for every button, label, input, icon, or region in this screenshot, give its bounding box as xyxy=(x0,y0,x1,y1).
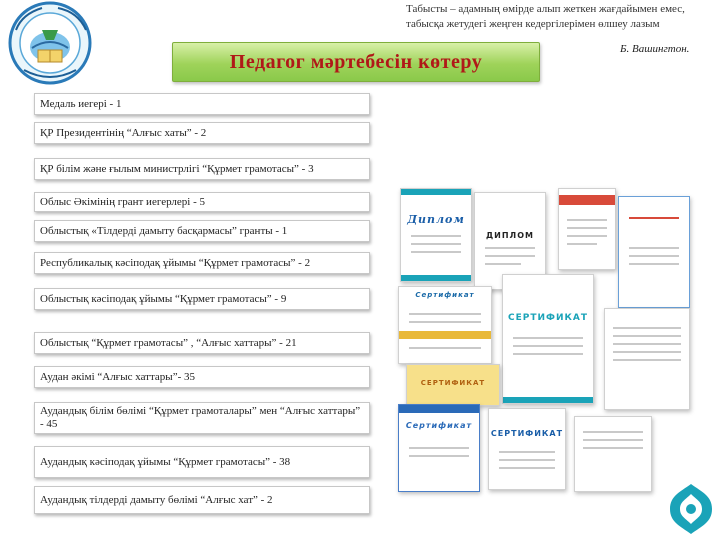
certificate-image-e xyxy=(398,404,480,492)
diploma-a-label: Диплом xyxy=(407,213,465,226)
achievement-item: Аудандық кәсіподақ ұйымы “Құрмет грамотасы” - 38 xyxy=(34,446,370,478)
letter-image-a xyxy=(558,188,616,270)
certificate-image-d xyxy=(406,364,500,406)
school-logo xyxy=(2,0,98,86)
certificate-image-a xyxy=(618,196,690,308)
epigraph-author: Б. Вашингтон. xyxy=(620,43,690,55)
diploma-image-a xyxy=(400,188,472,282)
letter-image-b xyxy=(604,308,690,410)
slide-title: Педагог мәртебесін көтеру xyxy=(172,42,540,82)
certificate-collage xyxy=(392,168,698,490)
cert-a-label: СЕРТИФИКАТ xyxy=(508,313,588,323)
achievement-item: ҚР Президентінің “Алғыс хаты” - 2 xyxy=(34,122,370,144)
achievement-item: Облыс Әкімінің грант иегерлері - 5 xyxy=(34,192,370,212)
ornament-icon xyxy=(666,482,716,536)
achievement-item: Облыстық кәсіподақ ұйымы “Құрмет грамотасы” - 9 xyxy=(34,288,370,310)
letter-image-c xyxy=(574,416,652,492)
cert-e-label: Сертификат xyxy=(405,421,473,430)
achievement-item: ҚР білім және ғылым министрлігі “Құрмет грамотасы” - 3 xyxy=(34,158,370,180)
achievement-item: Аудандық білім бөлімі “Құрмет грамоталары” мен “Алғыс хаттары” - 45 xyxy=(34,402,370,434)
achievement-item: Аудандық тілдерді дамыту бөлімі “Алғыс хат” - 2 xyxy=(34,486,370,514)
epigraph-quote: Табысты – адамның өмірде алып жеткен жағдайымен емес, табысқа жетудегі жеңген кедергілерімен өлшеу лазым xyxy=(406,3,685,30)
achievement-item: Аудан әкімі “Алғыс хаттары”- 35 xyxy=(34,366,370,388)
achievement-item: Республикалық кәсіподақ ұйымы “Құрмет грамотасы” - 2 xyxy=(34,252,370,274)
certificate-image-f xyxy=(488,408,566,490)
certificate-image-b xyxy=(398,286,492,364)
achievement-item: Облыстық «Тілдерді дамыту басқармасы” гранты - 1 xyxy=(34,220,370,242)
achievement-item: Облыстық “Құрмет грамотасы” , “Алғыс хаттары” - 21 xyxy=(34,332,370,354)
certificate-image-c xyxy=(502,274,594,404)
cert-c-label: СЕРТИФИКАТ xyxy=(420,379,486,387)
diploma-b-label: ДИПЛОМ xyxy=(486,231,534,240)
achievement-item: Медаль иегері - 1 xyxy=(34,93,370,115)
cert-d-label: СЕРТИФИКАТ xyxy=(490,429,564,438)
cert-b-top-label: Сертификат xyxy=(415,291,475,299)
